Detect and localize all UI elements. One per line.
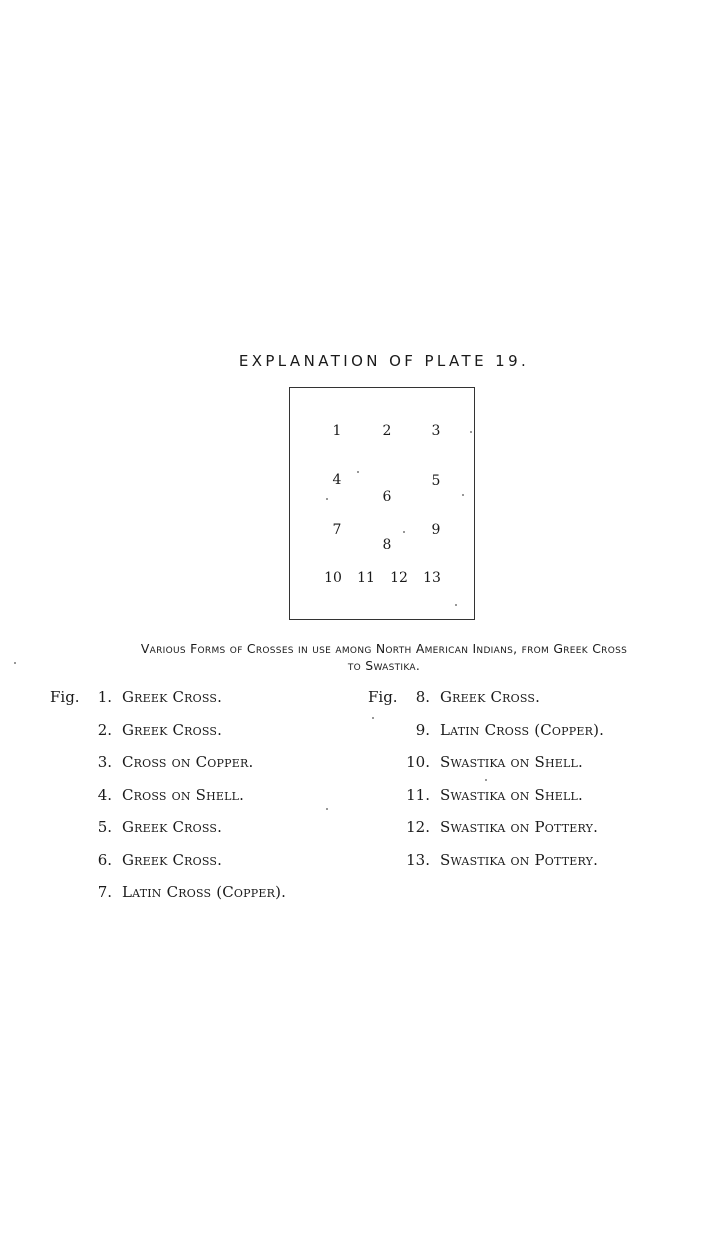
plate-number-9: 9 <box>431 522 441 538</box>
figure-entry <box>50 881 350 914</box>
speck <box>485 779 487 781</box>
fig-description: Greek Cross. <box>440 688 541 706</box>
fig-description: Cross on Copper. <box>122 753 254 771</box>
speck <box>403 531 405 533</box>
fig-description: Swastika on Pottery. <box>440 850 599 869</box>
fig-number: 13. <box>406 850 430 869</box>
figure-entry <box>50 784 350 817</box>
plate-number-4: 4 <box>332 472 342 488</box>
figure-entry <box>368 784 718 817</box>
figure-entry <box>368 816 718 849</box>
plate-number-2: 2 <box>382 423 392 439</box>
fig-number: 4. <box>97 785 112 804</box>
speck <box>326 808 328 810</box>
figure-entry <box>50 816 350 849</box>
figure-list-left <box>50 686 350 914</box>
plate-number-8: 8 <box>382 537 392 553</box>
fig-number: 5. <box>97 818 112 836</box>
figure-entry <box>368 751 718 784</box>
plate-number-3: 3 <box>431 423 441 439</box>
plate-caption-line-1: Various Forms of Crosses in use among North American Indians, from Greek Cross <box>140 641 628 656</box>
plate-key-diagram <box>289 387 475 620</box>
fig-number: 12. <box>406 818 430 836</box>
fig-description: Swastika on Pottery. <box>440 818 599 836</box>
fig-description: Greek Cross. <box>122 720 223 739</box>
fig-number: 8. <box>415 688 430 706</box>
plate-title: EXPLANATION OF PLATE 19. <box>238 352 530 370</box>
plate-number-5: 5 <box>431 473 441 489</box>
fig-number: 6. <box>97 850 112 869</box>
plate-number-12: 12 <box>390 570 408 586</box>
fig-number: 9. <box>415 720 430 739</box>
figure-entry <box>368 686 718 719</box>
fig-description: Greek Cross. <box>122 850 223 869</box>
plate-number-6: 6 <box>382 489 392 505</box>
speck <box>462 494 464 496</box>
plate-number-11: 11 <box>357 570 375 586</box>
figure-entry <box>50 751 350 784</box>
plate-number-1: 1 <box>332 423 342 439</box>
plate-caption-line-2: to Swastika. <box>347 658 421 673</box>
fig-number: 1. <box>97 688 112 706</box>
speck <box>470 431 472 433</box>
figure-entry <box>50 686 350 719</box>
plate-number-13: 13 <box>423 570 441 586</box>
fig-description: Latin Cross (Copper). <box>122 883 287 901</box>
plate-number-10: 10 <box>324 570 342 586</box>
speck <box>326 498 328 500</box>
fig-description: Swastika on Shell. <box>440 785 583 804</box>
fig-number: 7. <box>97 883 112 901</box>
speck <box>357 471 359 473</box>
figure-entry <box>50 719 350 752</box>
figure-entry <box>368 849 718 882</box>
fig-number: 10. <box>406 753 430 771</box>
plate-number-7: 7 <box>332 522 342 538</box>
fig-number: 3. <box>97 753 112 771</box>
speck <box>14 662 16 664</box>
fig-description: Latin Cross (Copper). <box>440 720 605 739</box>
fig-description: Greek Cross. <box>122 688 223 706</box>
speck <box>455 604 457 606</box>
fig-description: Swastika on Shell. <box>440 753 583 771</box>
fig-number: 2. <box>97 720 112 739</box>
figure-entry <box>368 719 718 752</box>
fig-prefix: Fig. <box>50 688 80 706</box>
fig-prefix: Fig. <box>368 688 398 706</box>
fig-description: Cross on Shell. <box>122 785 245 804</box>
fig-number: 11. <box>406 785 430 804</box>
figure-entry <box>50 849 350 882</box>
fig-description: Greek Cross. <box>122 818 223 836</box>
figure-list-right <box>368 686 718 881</box>
speck <box>372 717 374 719</box>
